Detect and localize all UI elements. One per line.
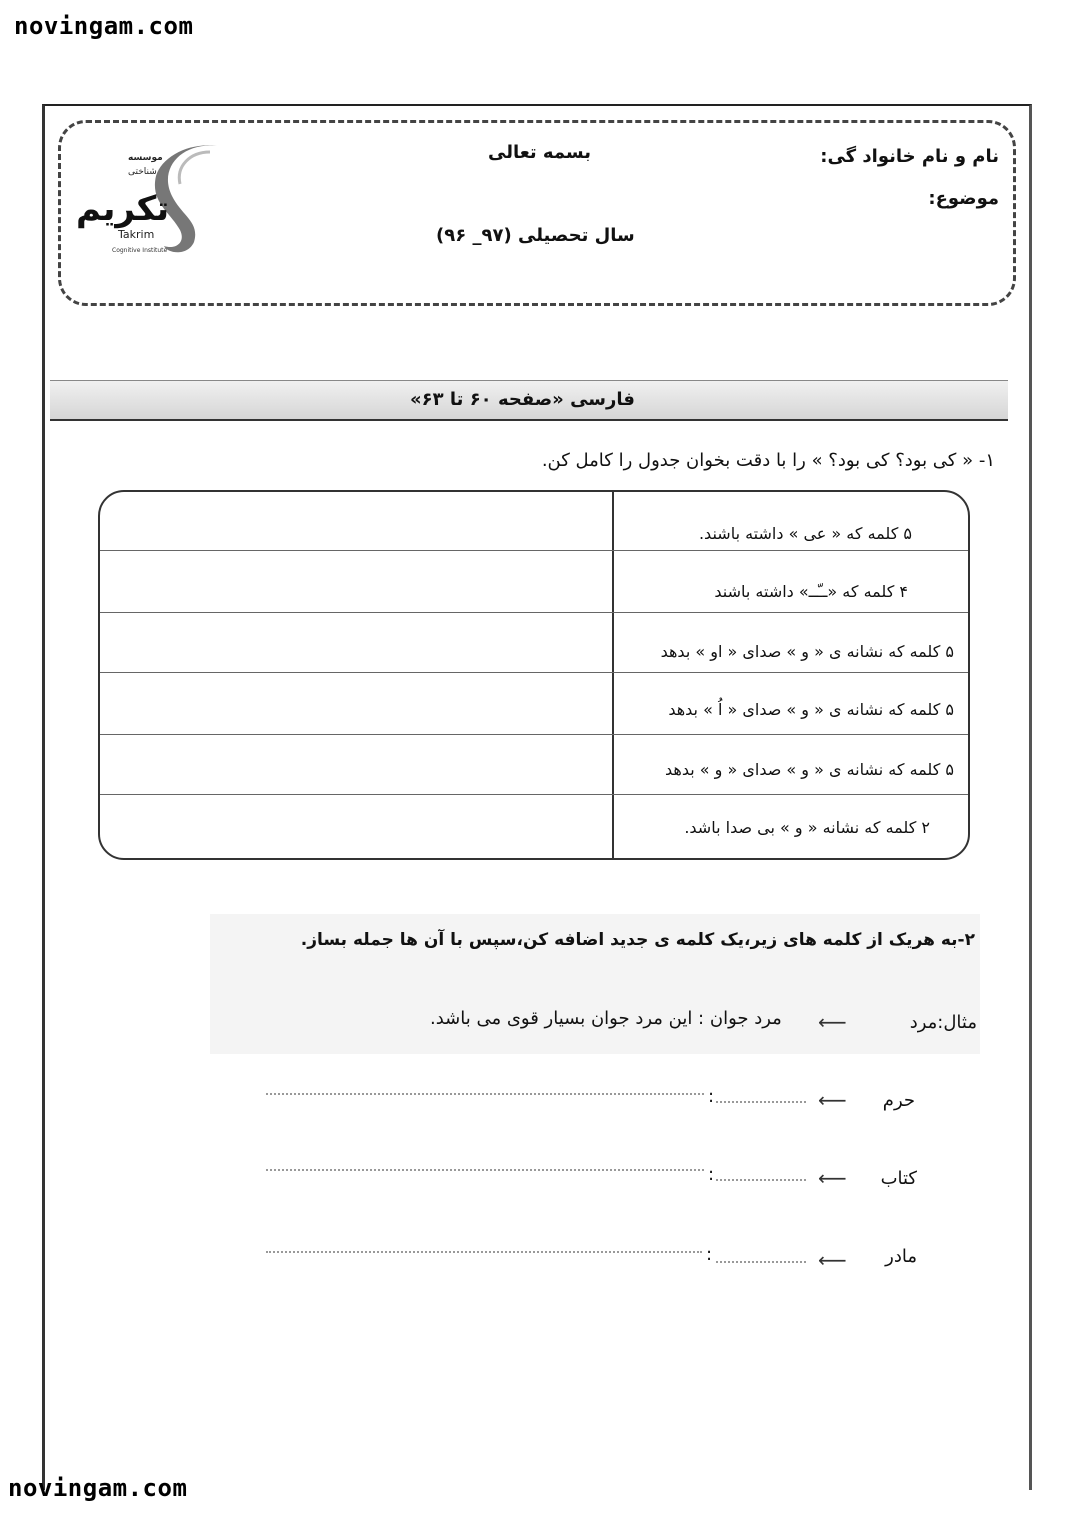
q2-prompt: ۲-به هریک از کلمه های زیر،یک کلمه ی جدید اضافه کن،سپس با آن ها جمله بساز.	[300, 930, 975, 950]
watermark-top: novingam.com	[14, 12, 194, 40]
table-row-prompt: ۴ کلمه که «ــّــ» داشته باشند	[714, 582, 908, 601]
arrow-left-icon: ⟵	[818, 1010, 847, 1034]
logo-cognitive-text: شناختی	[128, 167, 157, 177]
arrow-left-icon: ⟵	[818, 1088, 847, 1112]
new-word-line[interactable]	[716, 1101, 806, 1103]
colon: :	[708, 1086, 715, 1107]
colon: :	[706, 1244, 713, 1265]
sentence-line[interactable]	[266, 1251, 702, 1253]
table-row-line	[100, 612, 968, 613]
institute-logo	[72, 138, 232, 258]
table-row-prompt: ۵ کلمه که نشانه ی « و » صدای « و » بدهد	[665, 760, 954, 779]
logo-name-fa: تکریم	[76, 189, 170, 229]
bismillah: بسمه تعالی	[488, 142, 591, 163]
section-title: فارسی «صفحه ۶۰ تا ۶۳»	[410, 389, 635, 410]
table-row-line	[100, 734, 968, 735]
new-word-line[interactable]	[716, 1179, 806, 1181]
table-divider	[612, 492, 614, 858]
logo-name-en: Takrim	[118, 228, 155, 241]
new-word-line[interactable]	[716, 1261, 806, 1263]
table-row-prompt: ۵ کلمه که نشانه ی « و » صدای « اُ » بدهد	[668, 700, 954, 719]
table-row-line	[100, 550, 968, 551]
colon: :	[708, 1164, 715, 1185]
table-row-prompt: ۲ کلمه که نشانه « و » بی صدا باشد.	[684, 818, 930, 837]
q1-table	[98, 490, 970, 860]
sentence-line[interactable]	[266, 1093, 704, 1095]
table-row-prompt: ۵ کلمه که نشانه ی « و » صدای « او » بدهد	[660, 642, 954, 661]
logo-institute-text: موسسه	[128, 153, 163, 163]
example-label: مثال:مرد	[909, 1012, 977, 1033]
table-row-line	[100, 794, 968, 795]
word-ketab: کتاب	[880, 1168, 917, 1189]
logo-subtitle-en: Cognitive Institute	[112, 247, 168, 254]
logo-emblem-icon	[72, 138, 232, 258]
school-year: سال تحصیلی (۹۷_ ۹۶)	[436, 225, 635, 246]
arrow-left-icon: ⟵	[818, 1248, 847, 1272]
example-answer: مرد جوان : این مرد جوان بسیار قوی می باشد.	[430, 1008, 782, 1029]
q1-prompt: ۱- « کی بود؟ کی بود؟ » را با دقت بخوان جدول را کامل کن.	[541, 450, 995, 471]
arrow-left-icon: ⟵	[818, 1166, 847, 1190]
word-madar: مادر	[885, 1246, 917, 1267]
watermark-bottom: novingam.com	[8, 1474, 188, 1502]
subject-field-label: موضوع:	[928, 188, 999, 209]
word-haram: حرم	[882, 1090, 915, 1111]
sentence-line[interactable]	[266, 1169, 704, 1171]
table-row-line	[100, 672, 968, 673]
table-row-prompt: ۵ کلمه که « عی » داشته باشند.	[698, 524, 912, 543]
name-field-label: نام و نام خانواد گی:	[820, 146, 999, 167]
